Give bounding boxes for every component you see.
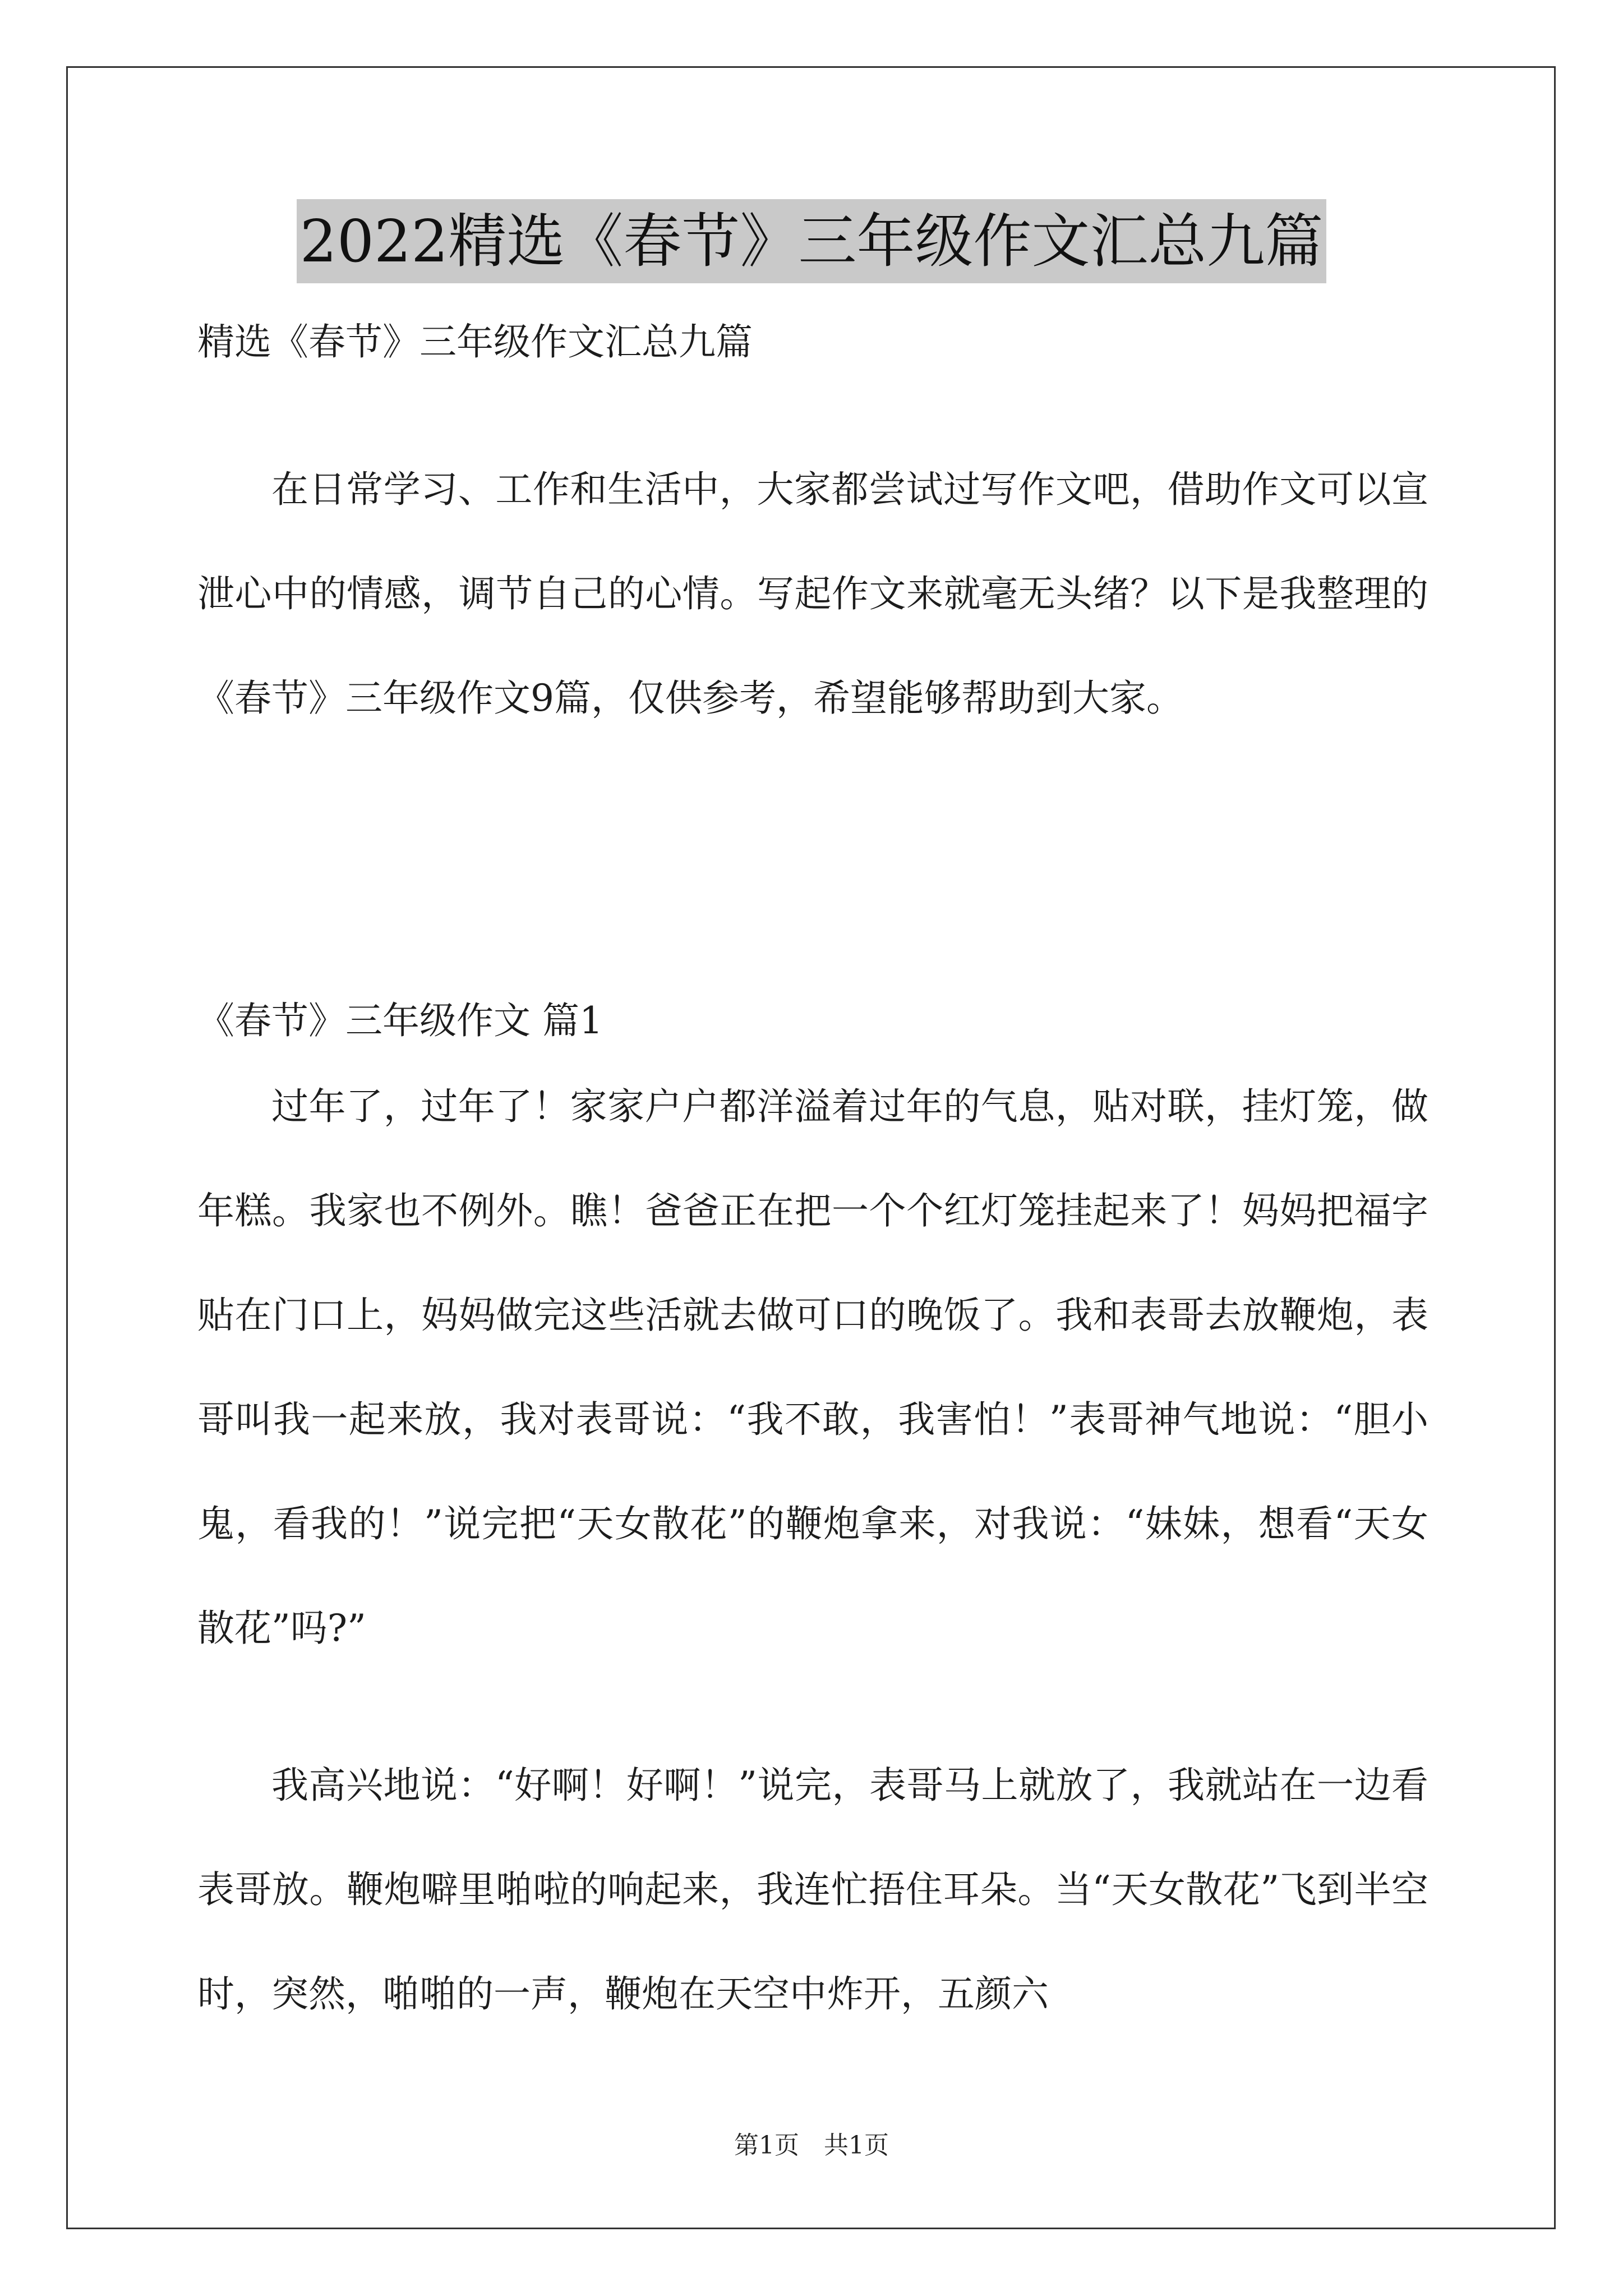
document-title: 2022精选《春节》三年级作文汇总九篇 — [297, 199, 1327, 283]
document-subtitle: 精选《春节》三年级作文汇总九篇 — [197, 320, 753, 364]
intro-paragraph: 在日常学习、工作和生活中，大家都尝试过写作文吧，借助作文可以宣泄心中的情感，调节自己的心情。写起作文来就毫无头绪？以下是我整理的《春节》三年级作文9篇，仅供参考，希望能够帮助到大家。 — [197, 468, 1428, 720]
body-paragraph-2: 我高兴地说：“好啊！好啊！”说完，表哥马上就放了，我就站在一边看表哥放。鞭炮噼里啪啦的响起来，我连忙捂住耳朵。当“天女散花”飞到半空时，突然，啪啪的一声，鞭炮在天空中炸开，五颜六 — [197, 1764, 1428, 2016]
page-footer: 第1页 共1页 — [734, 2131, 889, 2160]
body-paragraph-1: 过年了，过年了！家家户户都洋溢着过年的气息，贴对联，挂灯笼，做年糕。我家也不例外。瞧！爸爸正在把一个个红灯笼挂起来了！妈妈把福字贴在门口上，妈妈做完这些活就去做可口的晚饭了。我和表哥去放鞭炮，表哥叫我一起来放，我对表哥说：“我不敢，我害怕！”表哥神气地说：“胆小鬼，看我的！”说完把“天女散花”的鞭炮拿来，对我说：“妹妹，想看“天女散花”吗?” — [197, 1085, 1428, 1650]
title-container — [0, 199, 1623, 283]
section-heading: 《春节》三年级作文 篇1 — [197, 999, 603, 1042]
